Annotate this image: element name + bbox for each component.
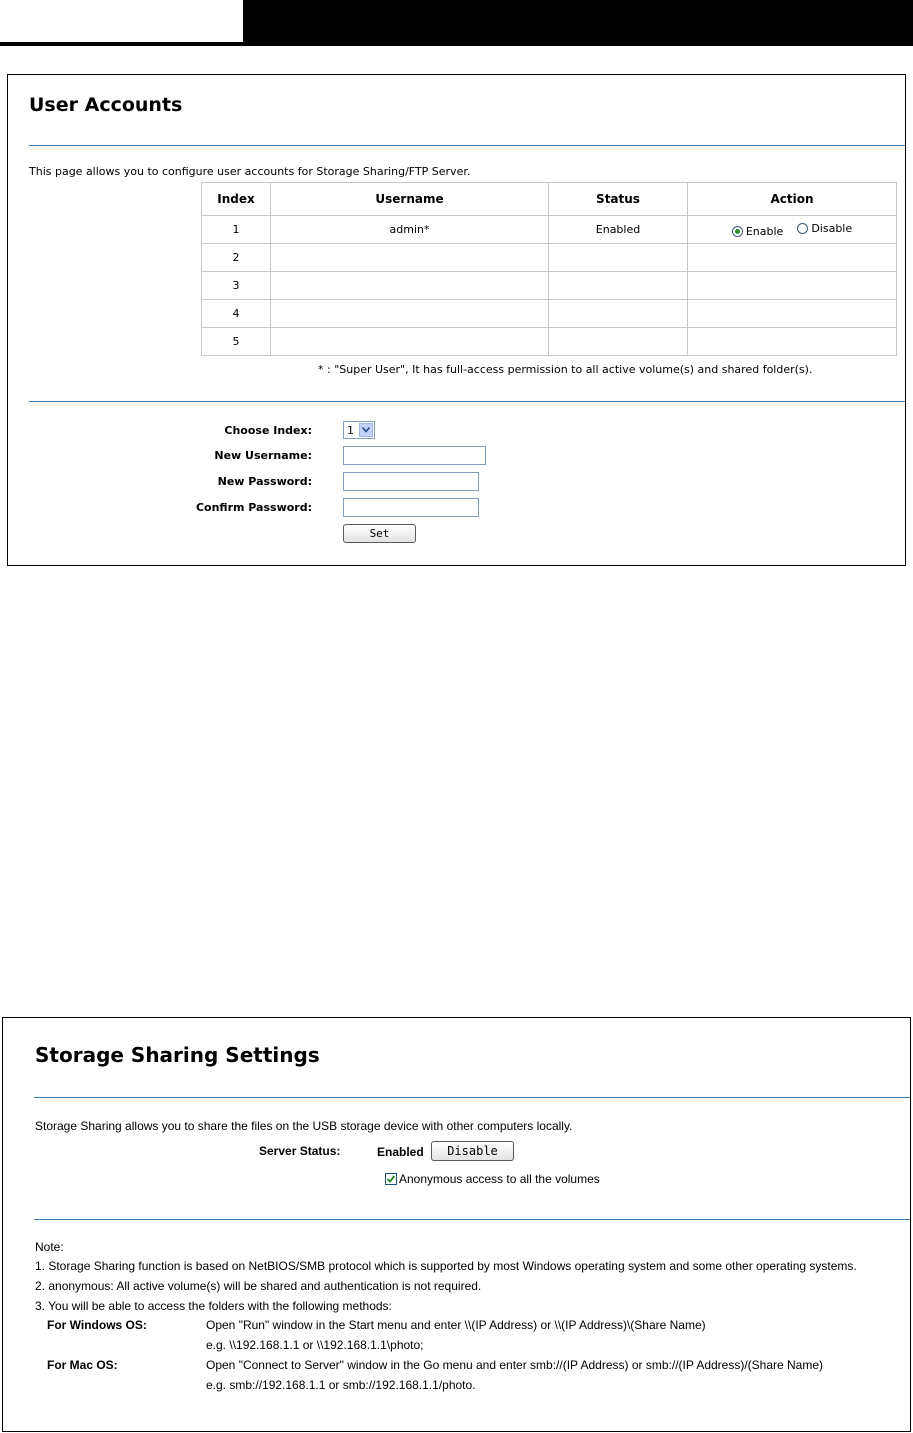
document-header-bar	[243, 0, 913, 42]
cell-index: 4	[202, 300, 271, 328]
cell-username: admin*	[271, 216, 549, 244]
anonymous-access-label: Anonymous access to all the volumes	[399, 1172, 600, 1186]
cell-index: 3	[202, 272, 271, 300]
column-header-status: Status	[549, 183, 688, 216]
user-accounts-table	[201, 182, 897, 356]
page-description: Storage Sharing allows you to share the files on the USB storage device with other computers locally.	[35, 1119, 573, 1133]
title-divider	[29, 145, 905, 146]
new-password-label: New Password:	[217, 475, 312, 488]
cell-status	[549, 244, 688, 272]
radio-unselected-icon	[797, 223, 808, 234]
page-title: User Accounts	[29, 94, 183, 116]
cell-status: Enabled	[549, 216, 688, 244]
cell-action	[688, 244, 897, 272]
cell-username	[271, 300, 549, 328]
cell-username	[271, 272, 549, 300]
note-item: 3. You will be able to access the folders with the following methods:	[35, 1299, 392, 1313]
cell-index: 1	[202, 216, 271, 244]
page-description: This page allows you to configure user accounts for Storage Sharing/FTP Server.	[29, 165, 471, 178]
note-item: 1. Storage Sharing function is based on NetBIOS/SMB protocol which is supported by most Windows operating system and some other operating systems.	[35, 1259, 857, 1273]
mac-os-example: e.g. smb://192.168.1.1 or smb://192.168.1.1/photo.	[206, 1378, 476, 1392]
note-title: Note:	[35, 1240, 64, 1254]
table-row	[202, 216, 897, 244]
table-row	[202, 328, 897, 356]
note-divider	[34, 1219, 910, 1220]
super-user-footnote: * : "Super User", It has full-access permission to all active volume(s) and shared folder(s).	[318, 363, 813, 376]
cell-username	[271, 328, 549, 356]
cell-action	[688, 300, 897, 328]
table-row	[202, 272, 897, 300]
storage-sharing-panel	[2, 1017, 911, 1432]
confirm-password-input[interactable]	[343, 498, 479, 517]
cell-index: 2	[202, 244, 271, 272]
confirm-password-label: Confirm Password:	[195, 501, 312, 514]
table-row	[202, 244, 897, 272]
new-username-input[interactable]	[343, 446, 486, 465]
cell-username	[271, 244, 549, 272]
chevron-down-icon	[359, 423, 373, 437]
windows-os-example: e.g. \\192.168.1.1 or \\192.168.1.1\photo;	[206, 1338, 424, 1352]
cell-status	[549, 272, 688, 300]
choose-index-value: 1	[347, 423, 354, 437]
document-header-rule	[0, 42, 913, 46]
enable-radio[interactable]	[732, 225, 783, 238]
title-divider	[34, 1097, 910, 1098]
cell-status	[549, 300, 688, 328]
disable-server-button[interactable]: Disable	[431, 1141, 514, 1161]
page-title: Storage Sharing Settings	[35, 1043, 320, 1067]
column-header-action: Action	[688, 183, 897, 216]
server-status-value: Enabled	[377, 1145, 424, 1159]
column-header-index: Index	[202, 183, 271, 216]
choose-index-label: Choose Index:	[224, 424, 312, 437]
form-divider	[29, 401, 905, 402]
enable-radio-label: Enable	[745, 224, 784, 238]
mac-os-label: For Mac OS:	[47, 1358, 118, 1372]
table-header-row	[202, 183, 897, 216]
checkmark-icon	[386, 1174, 396, 1184]
new-username-label: New Username:	[214, 449, 312, 462]
table-row	[202, 300, 897, 328]
windows-os-instruction: Open "Run" window in the Start menu and enter \\(IP Address) or \\(IP Address)\(Share Name)	[206, 1318, 706, 1332]
new-password-input[interactable]	[343, 472, 479, 491]
choose-index-select[interactable]	[343, 421, 375, 439]
windows-os-label: For Windows OS:	[47, 1318, 147, 1332]
cell-index: 5	[202, 328, 271, 356]
set-button[interactable]: Set	[343, 524, 416, 543]
cell-status	[549, 328, 688, 356]
note-item: 2. anonymous: All active volume(s) will be shared and authentication is not required.	[35, 1279, 482, 1293]
cell-action	[688, 272, 897, 300]
cell-action	[688, 216, 897, 244]
disable-radio-label: Disable	[811, 221, 853, 235]
mac-os-instruction: Open "Connect to Server" window in the Go menu and enter smb://(IP Address) or smb://(IP Address)/(Share Name)	[206, 1358, 824, 1372]
radio-selected-icon	[732, 226, 743, 237]
column-header-username: Username	[271, 183, 549, 216]
anonymous-access-checkbox[interactable]	[385, 1173, 397, 1185]
cell-action	[688, 328, 897, 356]
user-accounts-panel	[7, 74, 906, 566]
disable-radio[interactable]	[797, 222, 852, 235]
server-status-label: Server Status:	[259, 1144, 341, 1158]
